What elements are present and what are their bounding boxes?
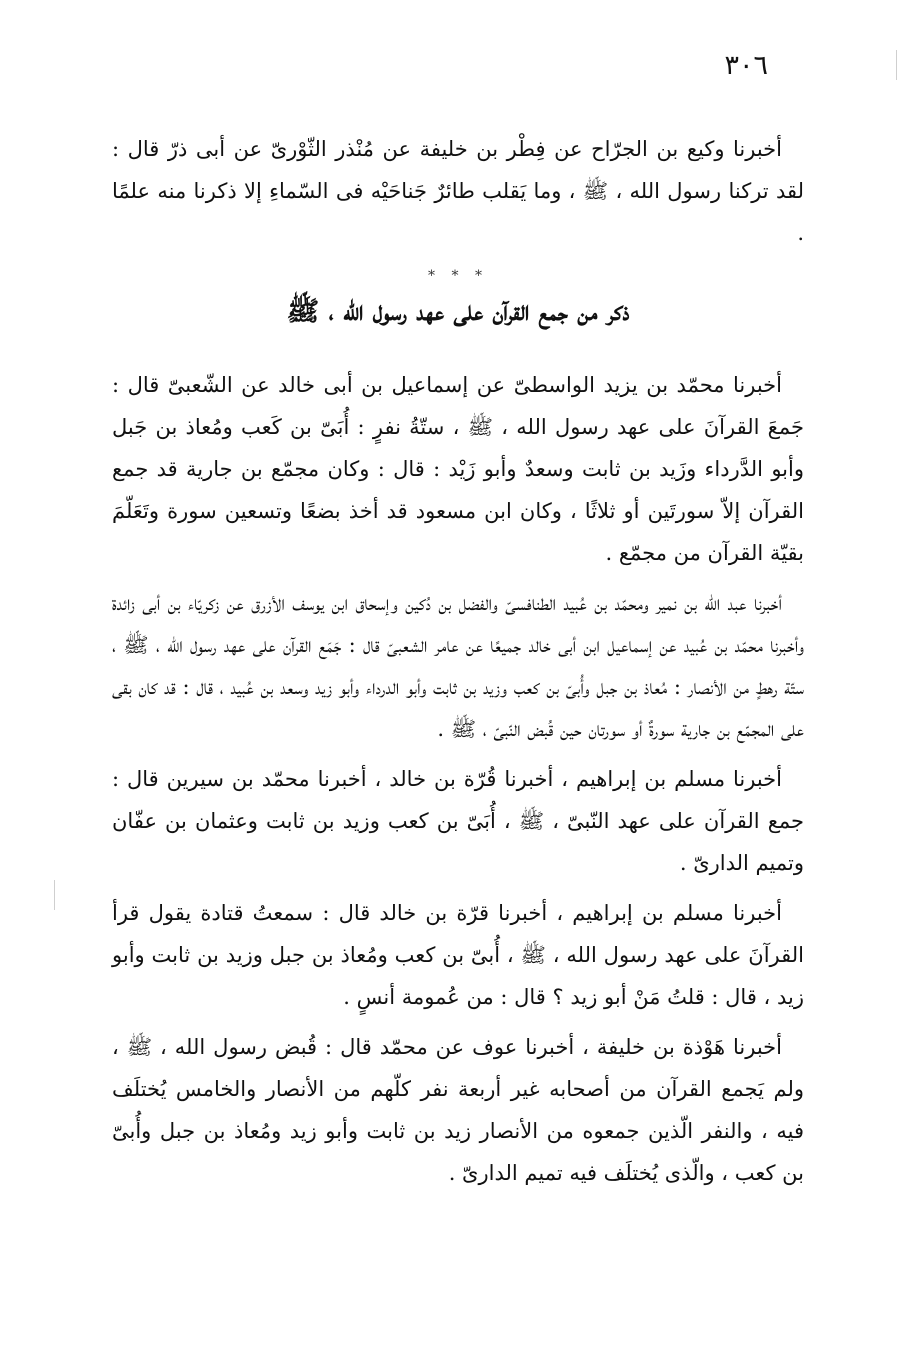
- paragraph: أخبرنا هَوْذة بن خليفة ، أخبرنا عوف عن محمّد قال : قُبض رسول الله ، ﷺ ، ولم يَجمع القرآن من أصحابه غير أربعة نفر كلّهم من الأنصار والخامس يُختلَف فيه ، والنفر الّذين جمعوه من الأنصار زيد بن ثابت وأبو زيد ومُعاذ بن جبل وأُبىّ بن كعب ، والّذى يُختلَف فيه تميم الدارىّ .: [112, 1035, 804, 1185]
- page-number: ٣٠٦: [724, 50, 768, 81]
- page-edge-mark: [54, 880, 55, 910]
- intro-paragraph: أخبرنا وكيع بن الجرّاح عن فِطْر بن خليفة عن مُنْذر الثّوْرىّ عن أبى ذرّ قال : لقد تركنا رسول الله ، ﷺ ، وما يَقلب طائرٌ جَناحَيْه فى السّماءِ إلا ذكرنا منه علمًا .: [112, 137, 804, 245]
- section-separator: * * *: [428, 268, 488, 284]
- paragraph: أخبرنا مسلم بن إبراهيم ، أخبرنا قرّة بن خالد قال : سمعتُ قتادة يقول قرأ القرآنَ على عهد رسول الله ، ﷺ ، أُبىّ بن كعب ومُعاذ بن جبل وزيد بن ثابت وأبو زيد ، قال : قلتُ مَنْ أبو زيد ؟ قال : من عُمومة أنسٍ .: [112, 901, 804, 1009]
- page-edge-mark: [896, 50, 897, 80]
- section-heading: ذكر من جمع القرآن على عهد رسول الله ، ﷺ: [286, 296, 630, 327]
- paragraph: أخبرنا محمّد بن يزيد الواسطىّ عن إسماعيل بن أبى خالد عن الشّعبىّ قال : جَمعَ القرآنَ على عهد رسول الله ، ﷺ ، ستّةُ نفرٍ : أُبَىّ بن كَعب ومُعاذ بن جَبل وأبو الدَّرداء وزَيد بن ثابت وسعدٌ وأبو زَيْد : قال : وكان مجمّع بن جارية قد جمع القرآن إلاّ سورتَين أو ثلاثًا ، وكان ابن مسعود قد أخذ بضعًا وتسعين سورة وتَعَلّمَ بقيّة القرآن من مجمّع .: [112, 373, 804, 565]
- page-content: [112, 128, 804, 1194]
- paragraph: أخبرنا عبد الله بن نمير ومحمّد بن عُبيد الطنافسىّ والفضل بن دُكين وإسحاق ابن يوسف الأزرق عن زكريّاء بن أبى زائدة وأخبرنا محمّد بن عُبيد عن إسماعيل ابن أبى خالد جميعًا عن عامر الشعبىّ قال : جَمَع القرآن على عهد رسول الله ، ﷺ ، ستّة رهطٍ من الأنصار : مُعاذ بن جبل وأُبىّ بن كعب وزيد بن ثابت وأبو الدرداء وأبو زيد وسعد بن عُبيد ، قال : قد كان بقى على المجمّع بن جارية سورةٌ أو سورتان حين قُبض النّبىّ ، ﷺ .: [112, 591, 804, 741]
- paragraph: أخبرنا مسلم بن إبراهيم ، أخبرنا قُرّة بن خالد ، أخبرنا محمّد بن سيرين قال : جمع القرآن على عهد النّبىّ ، ﷺ ، أُبَىّ بن كعب وزيد بن ثابت وعثمان بن عفّان وتميم الدارىّ .: [112, 767, 804, 875]
